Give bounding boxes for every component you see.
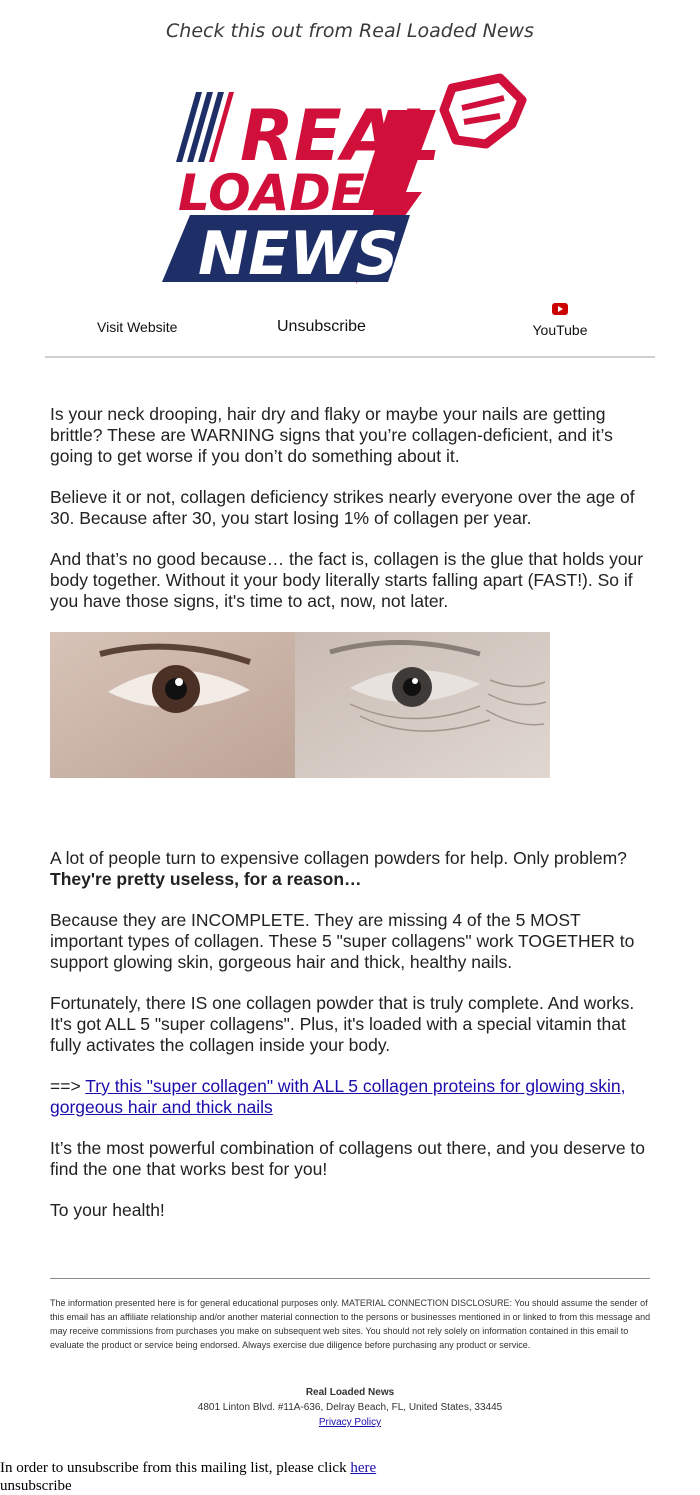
raised-fist-icon: [444, 78, 522, 144]
youtube-icon: [552, 303, 568, 315]
unsubscribe-note: [0, 1459, 376, 1495]
unsubscribe-link[interactable]: Unsubscribe: [277, 318, 366, 335]
logo-line-news: NEWS: [198, 219, 399, 289]
disclaimer-text: The information presented here is for general educational purposes only. MATERIAL CONNECTION DISCLOSURE: You should assume the sender of this email has an affiliate relationship and/or another material connection to the persons or businesses mentioned in or linked to from this message and may receive commissions from purchases you make on subsequent web sites. You should not rely solely on information contained in this email to evaluate the product or service being endorsed. Always exercise due diligence before purchasing any product or service.: [50, 1298, 651, 1350]
body-paragraph-4: [50, 848, 650, 890]
old-pupil: [403, 678, 421, 696]
sign-off: [50, 1200, 650, 1221]
young-eye-highlight: [175, 678, 183, 686]
paragraph-text: To your health!: [50, 1200, 165, 1220]
logo-line-real: REAL: [240, 95, 441, 177]
body-paragraph-3: [50, 549, 650, 612]
footer-company-name: Real Loaded News: [305, 1387, 395, 1398]
header-divider: [45, 356, 655, 358]
privacy-policy-link[interactable]: Privacy Policy: [318, 1417, 382, 1428]
footer-divider: [50, 1278, 650, 1279]
paragraph-text: It’s the most powerful combination of collagens out there, and you deserve to find the one that works best for you!: [50, 1138, 646, 1179]
old-skin-half: [295, 632, 550, 778]
visit-website-link[interactable]: Visit Website: [97, 319, 178, 335]
young-vs-old-eye-image[interactable]: [50, 632, 550, 778]
footer-address: 4801 Linton Blvd. #11A-636, Delray Beach, FL, United States, 33445: [197, 1402, 503, 1413]
paragraph-text: [50, 848, 650, 890]
cta-arrow: ==>: [50, 1076, 86, 1096]
paragraph-text-regular: A lot of people turn to expensive collagen powders for help. Only problem?: [50, 848, 627, 868]
youtube-link[interactable]: [531, 302, 589, 338]
paragraph-text: Is your neck drooping, hair dry and flaky or maybe your nails are getting brittle? These are WARNING signs that you’re collagen-deficient, and it’s going to get worse if you don’t do something about it.: [50, 404, 613, 466]
header-nav: [0, 300, 700, 340]
paragraph-text: And that’s no good because… the fact is, collagen is the glue that holds your body together. Without it your body literally starts falling apart (FAST!). So if you have those signs, it's time to act, now, not later.: [50, 549, 644, 611]
youtube-label: YouTube: [532, 322, 588, 338]
logo-line-loaded: LOADED: [178, 164, 407, 222]
body-paragraph-5: [50, 910, 650, 973]
unsubscribe-note-line2: unsubscribe: [0, 1478, 72, 1494]
body-paragraph-6: [50, 993, 650, 1056]
body-paragraph-cta: [50, 1076, 650, 1118]
paragraph-text-bold: They're pretty useless, for a reason…: [50, 869, 362, 889]
body-paragraph-1: [50, 404, 650, 467]
unsubscribe-here-link[interactable]: here: [350, 1460, 377, 1476]
super-collagen-link[interactable]: Try this "super collagen" with ALL 5 collagen proteins for glowing skin, gorgeous hair and thick nails: [50, 1076, 626, 1117]
footer: [0, 1385, 700, 1430]
paragraph-text: Believe it or not, collagen deficiency strikes nearly everyone over the age of 30. Because after 30, you start losing 1% of collagen per year.: [50, 487, 635, 528]
old-eye-highlight: [412, 678, 418, 684]
paragraph-text: Because they are INCOMPLETE. They are missing 4 of the 5 MOST important types of collagen. These 5 "super collagens" work TOGETHER to support glowing skin, gorgeous hair and thick, healthy nails.: [50, 910, 635, 972]
paragraph-text: Fortunately, there IS one collagen powder that is truly complete. And works. It's got ALL 5 "super collagens". Plus, it's loaded with a special vitamin that fully activates the collagen inside your body.: [50, 993, 635, 1055]
body-paragraph-8: [50, 1138, 650, 1180]
body-paragraph-2: [50, 487, 650, 529]
unsubscribe-note-text: In order to unsubscribe from this mailing list, please click: [0, 1460, 351, 1476]
real-loaded-news-logo[interactable]: [160, 70, 540, 292]
email-intro-line: Check this out from Real Loaded News: [166, 20, 534, 42]
